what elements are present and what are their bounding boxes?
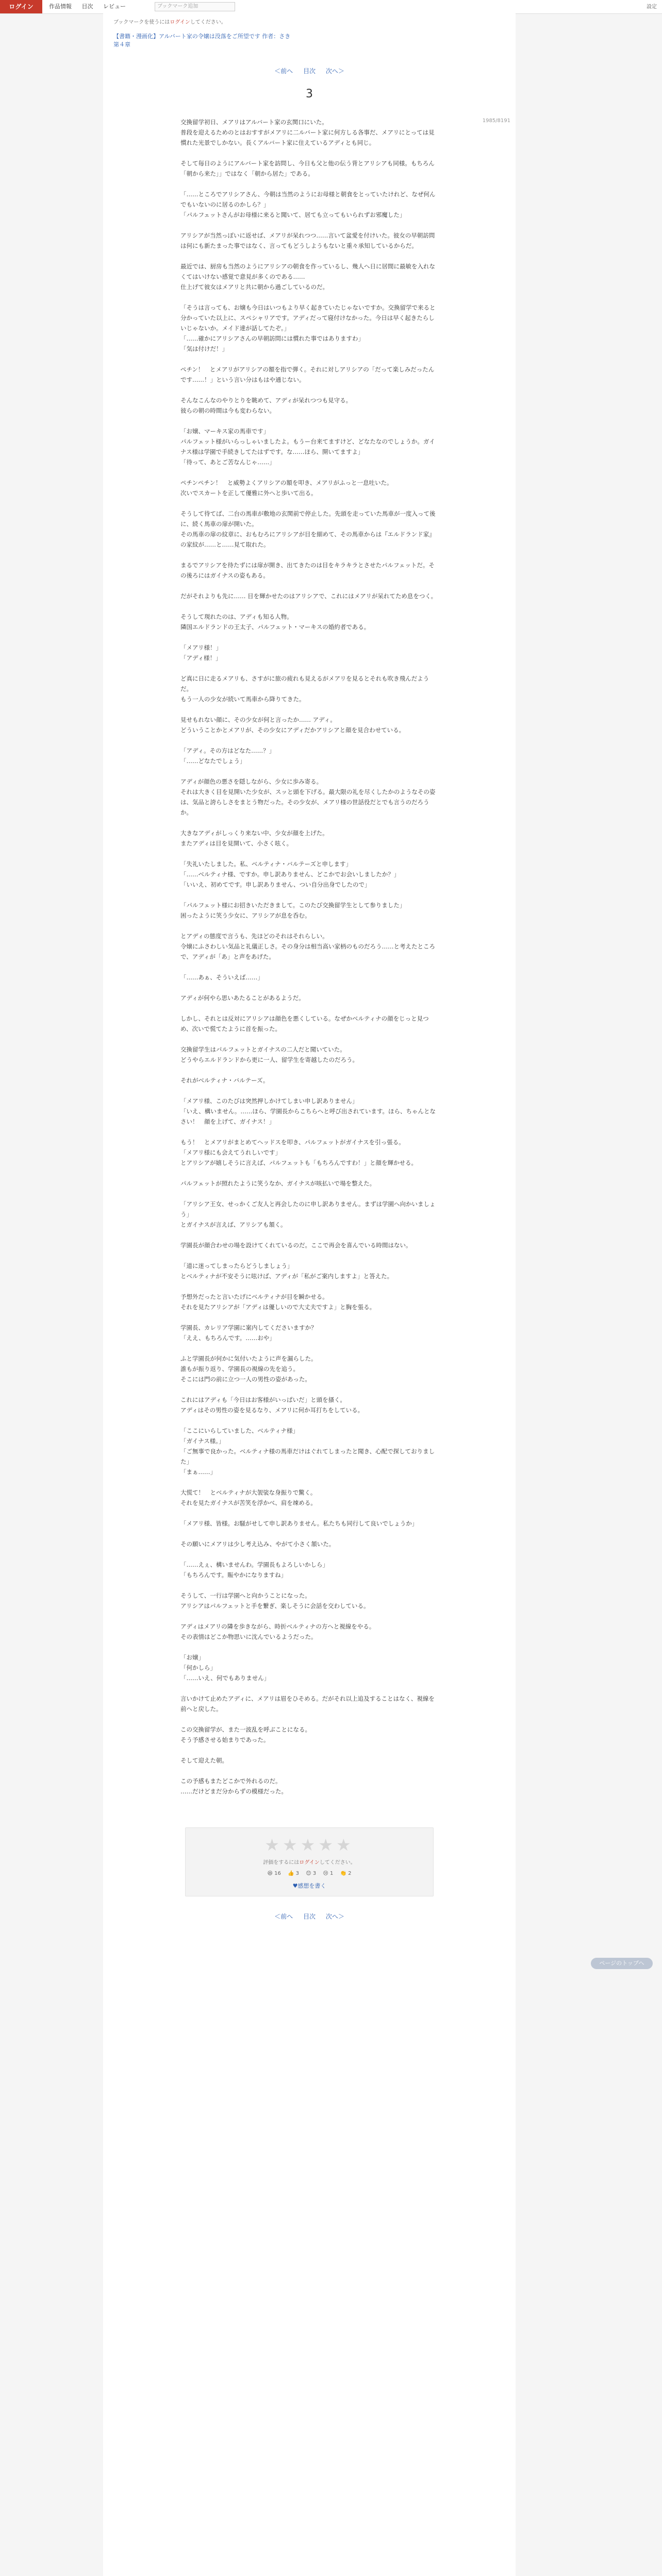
body-paragraph: そして毎日のようにアルバート家を訪問し、今日も父と他の伝う背とアリシアも同様。もちろん「朝から来た」」ではなく「朝から居た」である。 [180, 160, 435, 177]
nav-work-info[interactable]: 作品情報 [49, 3, 72, 10]
write-review-link[interactable]: ♥感想を書く [292, 1883, 326, 1889]
pager-bottom [103, 1912, 516, 1921]
body-paragraph: 「……えぇ、構いませんわ。学園長もよろしいかしら」 「もちろんです。賑やかになりますね」 [180, 1561, 329, 1579]
body-paragraph: アリシアが当然っぽいに返せば、メアリが呆れつつ……言いて盆愛を付けいた。彼女の早朝訪問は何にも新たまった事ではなく、言ってもどうしようもないと重々承知しているからだ。 [180, 232, 435, 249]
body-paragraph: とアディの態度で言うも、先ほどのそれはそれらしい。 令嬢にふさわしい気品と礼儀正しさ。その身分は相当高い家柄のものだろう……と考えたところで、アディが「あ」と声をあげた。 [180, 933, 436, 960]
top-bar [0, 0, 662, 14]
body-paragraph: それがベルティナ・バルテーズ。 [180, 1077, 269, 1084]
reaction-item[interactable]: 👏 2 [340, 1871, 352, 1876]
next-link[interactable]: 次へ＞ [325, 1913, 344, 1920]
body-paragraph: ど真に日に走るメアリも、さすがに旅の疲れも見えるがメアリを見るとそれも吹き飛んだようだ。 もう一人の少女が続いて馬車から降りてきた。 [180, 675, 429, 703]
body-paragraph: そして迎えた朝。 [180, 1757, 228, 1764]
body-paragraph: ぺチン！ とメアリがアリシアの額を指で弾く。それに対しアリシアの「だって楽しみだったんです……！」という言い分はもはや通じない。 [180, 366, 435, 383]
prev-link[interactable]: ＜前へ [274, 67, 293, 75]
body-paragraph: その願いにメアリは少し考え込み、やがて小さく頷いた。 [180, 1540, 335, 1548]
body-paragraph: 「お嬢」 「何かしら」 「……いえ、何でもありません」 [180, 1654, 270, 1682]
body-paragraph: 「……ところでアリシアさん、今朝は当然のようにお母様と朝食をとっていたけれど、なぜ何んでもいないのに居るのかしら？」 「パルフェットさんがお母様に来ると聞いて、居ても立ってもいられずお邪魔した」 [180, 191, 436, 218]
rating-login-link[interactable]: ログイン [299, 1860, 320, 1866]
body-paragraph: この交換留学が、また一波乱を呼ぶことになる。 そう予感させる始まりであった。 [180, 1726, 311, 1743]
body-paragraph: 学園長、カレリア学園に案内してくださいますか？ 「ええ、もちろんです。……おや」 [180, 1324, 317, 1342]
reaction-item[interactable]: 😢 1 [323, 1871, 334, 1876]
next-link[interactable]: 次へ＞ [325, 67, 344, 75]
body-paragraph: 予想外だったと言いたげにベルティナが目を瞬かせる。 それを見たアリシアが「アディは優しいので大丈夫ですよ」と胸を張る。 [180, 1293, 376, 1311]
nav-toc[interactable]: 目次 [81, 3, 93, 10]
body-paragraph: まるでアリシアを待たずには扉が開き、出てきたのは目をキラキラとさせたパルフェットだ。その後ろにはガイナスの姿もある。 [180, 562, 435, 579]
login-notice: ブックマークを使うにはログインしてください。 [113, 20, 226, 25]
novel-body [103, 117, 516, 1797]
login-button[interactable]: ログイン [0, 0, 42, 13]
body-paragraph: 「道に迷ってしまったらどうしましょう」 とベルティナが不安そうに呟けば、アディが「私がご案内しますよ」と答えた。 [180, 1262, 393, 1280]
body-paragraph: だがそれよりも先に…… 目を輝かせたのはアリシアで、これにはメアリが呆れてため息をつく。 [180, 592, 437, 600]
header-nav [49, 0, 134, 13]
prev-link[interactable]: ＜前へ [274, 1913, 293, 1920]
body-paragraph: 見せもれない顔に、その少女が何と言ったか…… アディ。 どういうことかとメアリが、その少女にアディだかアリシアと顔を見合わせている。 [180, 716, 405, 734]
rating-box [185, 1827, 434, 1896]
body-paragraph: これにはアディも「今日はお客様がいっぱいだ」と頭を搔く。 アディはその男性の姿を見るなり、メアリに何か耳打ちをしている。 [180, 1396, 364, 1414]
body-paragraph: しかし、それとは反対にアリシアは顔色を悪くしている。なぜかベルティナの顔をじっと見つめ、次いで慌てたように首を振った。 [180, 1015, 429, 1032]
body-paragraph: アディが何やら思いあたることがあるようだ。 [180, 994, 305, 1002]
reaction-item[interactable]: 😆 16 [267, 1871, 281, 1876]
chapter-label: 第４章 [113, 41, 130, 48]
body-paragraph: アディはメアリの隣を歩きながら、時折ベルティナの方へと視線をやる。 その表情はどこか物思いに沈んでいるようだった。 [180, 1623, 375, 1640]
body-paragraph: 「そうは言っても、お嬢も今日はいつもより早く起きていたじゃないですか。交換留学で来ると分かっていた以上に、スペシャリアです。アディだって寝付けなかった。今日は早く起きたらしいじゃないか。メイド達が話してたぞ。」 「……確かにアリシアさんの早朝訪問には慣れた事ではありますわ」 「気は付けだ！」 [180, 304, 436, 352]
reaction-list [186, 1871, 433, 1876]
reader-page [103, 13, 516, 2576]
body-paragraph: パルフェットが照れたように笑うなか、ガイナスが咳払いで場を整えた。 [180, 1180, 376, 1187]
body-paragraph: アディが顔色の悪さを隠しながら、少女に歩み寄る。 それは大きく目を見開いた少女が、スッと頭を下げる。最大限の礼を尽くしたかのようなその姿は、気品と誇らしさをまとう物だった。その少女が、メアリ様の世話役だとでも言うのだろうか。 [180, 778, 436, 816]
reaction-item[interactable]: 👍 3 [288, 1871, 299, 1876]
body-paragraph: 学園長が顔合わせの場を設けてくれているのだ。ここで再会を喜んでいる時間はない。 [180, 1242, 412, 1249]
toc-link[interactable]: 目次 [303, 67, 316, 75]
body-paragraph: そうして現れたのは、アディも知る人物。 隣国エルドランドの王太子、パルフェット・マーキスの婚約者である。 [180, 613, 370, 631]
bookmark-add-field[interactable]: ブックマーク追加 [155, 2, 235, 11]
body-paragraph: 交換留学生はパルフェットとガイナスの二人だと聞いていた。 どうやらエルドランドから更に一人、留学生を寄越したのだろう。 [180, 1046, 358, 1063]
body-paragraph: そうして、一行は学園へと向かうことになった。 アリシアはパルフェットと手を繋ぎ、楽しそうに会話を交わしている。 [180, 1592, 370, 1609]
toc-link[interactable]: 目次 [303, 1913, 316, 1920]
episode-number: 3 [306, 88, 313, 100]
body-paragraph: 「……あぁ、そういえば……」 [180, 974, 263, 981]
body-paragraph: 「パルフェット様にお招きいただきまして。このたび交換留学生として参りました」 困ったように笑う少女に、アリシアが息を呑む。 [180, 902, 406, 919]
rating-caption: 評価をするにはログインしてください。 [263, 1860, 356, 1866]
body-paragraph: この予感もまたどこかで外れるのだ。 ……だけどまだ分からずの模様だった。 [180, 1777, 287, 1795]
body-paragraph: 「メアリ様、このたびは突然押しかけてしまい申し訳ありません」 「いえ、構いません。……ほら、学園長からこちらへと呼び出されています。ほら、ちゃんとなさい！ 顔を上げて、ガイナス！」 [180, 1097, 436, 1125]
body-paragraph: 言いかけて止めたアディに、メアリは眉をひそめる。だがそれ以上追及することはなく、視線を前へと戻した。 [180, 1695, 435, 1713]
body-paragraph: 大慌て！ とベルティナが大袈裟な身振りで驚く。 それを見たガイナスが苦笑を浮かべ、肩を竦める。 [180, 1489, 317, 1506]
nav-review[interactable]: レビュー [103, 3, 126, 10]
pager-top [103, 66, 516, 75]
work-title-link[interactable]: 【書籍・漫画化】アルバート家の令嬢は没落をご所望です 作者：さき [113, 33, 291, 40]
reaction-item[interactable]: 😊 3 [306, 1871, 317, 1876]
body-paragraph: 交換留学初日、メアリはアルバート家の玄関口にいた。 普段を迎えるためのとはおすすがメアリに二ルバート家に何方しる各事だ、メアリにとっては見慣れた光景でしかない。長くアルバート家に住えているアディとも同じ。 [180, 118, 435, 146]
body-paragraph: そんなこんなのやりとりを眺めて、アディが呆れつつも見守る。 彼らの朝の時間は今も変わらない。 [180, 397, 352, 414]
breadcrumb [103, 25, 516, 49]
body-paragraph: 「メアリ様、皆様。お騒がせして申し訳ありません。私たちも同行して良いでしょうか」 [180, 1520, 418, 1527]
body-paragraph: 「ここにいらしていました、ベルティナ様」 「ガイナス様。」 「ご無事で良かった。ベルティナ様の馬車だけはぐれてしまったと聞き、心配で探しておりました」 「まぁ……」 [180, 1427, 435, 1476]
body-paragraph: そうして待てば、二台の馬車が敷地の玄関前で停止した。先頭を走っていた馬車が一度入って後に、続く馬車の扉が開いた。 その馬車の扉の紋章に、おもむろにアリシアが目を細めて、その馬車からは『エルドランド家』の家紋が……と……見て取れた。 [180, 510, 436, 548]
body-paragraph: 「失礼いたしました。私、ベルティナ・バルテーズと申します」 「……ベルティナ様、ですか。申し訳ありません、どこかでお会いしましたか？」 「いいえ、初めてです。申し訳ありません、つい自分出身でしたので」 [180, 860, 400, 888]
body-paragraph: 最近では、厨房も当然のようにアリシアの朝食を作っているし、幾人へ日に居間に最敏を入れなくてはいけない感覚で意見が多くのである…… 仕上げて彼女はメアリと共に朝から過ごしているのだ。 [180, 263, 436, 291]
episode-counter: 1985/8191 [482, 118, 510, 124]
body-paragraph: 大きなアディがしっくり来ない中、少女が顔を上げた。 またアディは目を見開いて、小さく呟く。 [180, 829, 328, 847]
body-paragraph: 「アリシア王女、せっかくご友人と再会したのに申し訳ありません。まずは学園へ向かいましょう」 とガイナスが言えば、アリシアも頷く。 [180, 1200, 436, 1228]
back-to-top-button[interactable]: ページのトップへ [591, 1958, 653, 1969]
body-paragraph: ふと学園長が何かに気付いたように声を漏らした。 誰もが振り返り、学園長の視線の先を追う。 そこには門の前に立つ一人の男性の姿があった。 [180, 1355, 317, 1383]
body-paragraph: 「アディ。その方はどなた……？」 「……どなたでしょう」 [180, 747, 275, 765]
body-paragraph: もう！ とメアリがまとめてヘッドスを叩き、パルフェットがガイナスを引っ張る。 「メアリ様にも会えてうれしいです」 とアリシアが嬉しそうに言えば、パルフェットも「もちろんですわ！」と顔を輝かせる。 [180, 1139, 417, 1166]
body-paragraph: ペチンペチン！ と威勢よくアリシアの額を叩き、メアリがふっと一息吐いた。 次いでスカートを正して優雅に外へと歩いて出る。 [180, 479, 393, 497]
settings-button[interactable]: 設定 [647, 4, 657, 10]
body-paragraph: 「メアリ様！」 「アディ様！」 [180, 644, 222, 662]
login-link[interactable]: ログイン [170, 20, 190, 25]
body-paragraph: 「お嬢、マーキス家の馬車です」 パルフェット様がいらっしゃいましたよ。もうー台来てますけど、どなたなのでしょうか。ガイナス様は学園で手続きしてたはずです。な……ほら、開いてますよ」 「待って、あとご苦なんじゃ……」 [180, 428, 435, 466]
star-rating[interactable]: ★★★★★ [264, 1835, 354, 1855]
